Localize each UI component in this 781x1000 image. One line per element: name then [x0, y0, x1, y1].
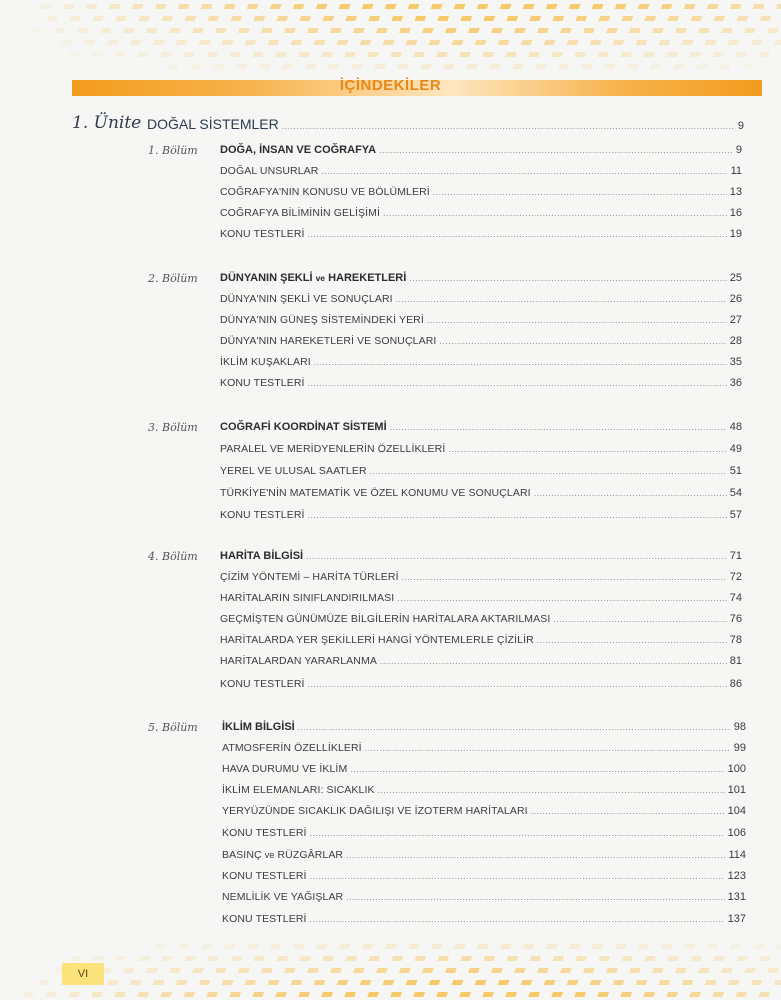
section-4-title: HARİTA BİLGİSİ [220, 550, 304, 562]
title-part: DÜNYANIN ŞEKLİ [220, 272, 316, 284]
page-number: VI [62, 963, 104, 985]
section-4-page: 71 [729, 550, 742, 562]
toc-item-title: KONU TESTLERİ [220, 228, 305, 240]
toc-item-page: 57 [729, 509, 742, 521]
section-2-page: 25 [729, 272, 742, 284]
toc-item[interactable] [220, 592, 742, 604]
toc-item-page: 49 [729, 443, 742, 455]
toc-item-page: 13 [729, 186, 742, 198]
leader-dots [282, 121, 735, 131]
toc-item-page: 28 [729, 335, 742, 347]
section-4-row[interactable] [220, 550, 742, 562]
toc-item[interactable] [222, 763, 746, 775]
section-5-label: 5. Bölüm [148, 721, 198, 734]
title-part: RÜZGÂRLAR [274, 849, 344, 861]
toc-item-page: 104 [727, 805, 746, 817]
toc-item-title: KONU TESTLERİ [220, 678, 305, 690]
toc-item-page: 99 [733, 742, 746, 754]
page-title: İÇİNDEKİLER [339, 77, 442, 94]
toc-item[interactable] [220, 314, 742, 326]
toc-item-title: GEÇMİŞTEN GÜNÜMÜZE BİLGİLERİN HARİTALARA AKTARILMASI [220, 613, 551, 625]
title-part: BASINÇ [222, 849, 265, 861]
section-2-label: 2. Bölüm [148, 272, 198, 285]
toc-item-page: 74 [729, 592, 742, 604]
toc-item-title: TÜRKİYE'NİN MATEMATİK VE ÖZEL KONUMU VE SONUÇLARI [220, 487, 531, 499]
toc-item[interactable] [220, 377, 742, 389]
toc-item-title: YERYÜZÜNDE SICAKLIK DAĞILIŞI VE İZOTERM HARİTALARI [222, 805, 528, 817]
toc-item[interactable] [222, 913, 746, 925]
toc-item[interactable] [222, 870, 746, 882]
section-3-page: 48 [729, 421, 742, 433]
toc-item[interactable] [220, 165, 742, 177]
toc-item[interactable] [220, 655, 742, 667]
section-1-row[interactable] [220, 144, 742, 156]
toc-item-title: ÇİZİM YÖNTEMİ – HARİTA TÜRLERİ [220, 571, 399, 583]
toc-item-title: KONU TESTLERİ [222, 827, 307, 839]
toc-item-title: KONU TESTLERİ [220, 377, 305, 389]
toc-item-page: 35 [729, 356, 742, 368]
toc-item-title: ATMOSFERİN ÖZELLİKLERİ [222, 742, 362, 754]
toc-item-page: 76 [729, 613, 742, 625]
toc-item-title: DÜNYA'NIN GÜNEŞ SİSTEMİNDEKİ YERİ [220, 314, 424, 326]
section-3-row[interactable] [220, 421, 742, 433]
toc-item-title: COĞRAFYA BİLİMİNİN GELİŞİMİ [220, 207, 381, 219]
toc-item[interactable] [220, 613, 742, 625]
toc-item-page: 27 [729, 314, 742, 326]
toc-item-page: 72 [729, 571, 742, 583]
toc-item-title: İKLİM KUŞAKLARI [220, 356, 311, 368]
toc-item-title: HAVA DURUMU VE İKLİM [222, 763, 348, 775]
toc-item[interactable] [222, 784, 746, 796]
toc-item[interactable] [220, 186, 742, 198]
toc-item[interactable] [220, 356, 742, 368]
toc-item-title: DOĞAL UNSURLAR [220, 165, 319, 177]
section-4-label: 4. Bölüm [148, 550, 198, 563]
toc-item-page: 19 [729, 228, 742, 240]
toc-item[interactable] [220, 465, 742, 477]
unit-title: DOĞAL SİSTEMLER [147, 116, 279, 132]
title-part: ve [264, 850, 275, 860]
unit-label: 1. Ünite [72, 113, 142, 133]
toc-item-title: HARİTALARDA YER ŞEKİLLERİ HANGİ YÖNTEMLERLE ÇİZİLİR [220, 634, 534, 646]
toc-item[interactable] [220, 293, 742, 305]
section-5-row[interactable] [222, 721, 746, 733]
toc-item[interactable] [220, 207, 742, 219]
toc-item[interactable] [220, 487, 742, 499]
toc-item-page: 11 [730, 165, 742, 177]
section-2-title [220, 272, 406, 284]
toc-item-page: 16 [729, 207, 742, 219]
section-1-title: DOĞA, İNSAN VE COĞRAFYA [220, 144, 377, 156]
toc-item-title: İKLİM ELEMANLARI: SICAKLIK [222, 784, 375, 796]
section-3-title: COĞRAFİ KOORDİNAT SİSTEMİ [220, 421, 387, 433]
toc-item-title: DÜNYA'NIN HAREKETLERİ VE SONUÇLARI [220, 335, 437, 347]
toc-item[interactable] [222, 891, 746, 903]
toc-item[interactable] [222, 805, 746, 817]
toc-item-page: 26 [729, 293, 742, 305]
toc-item-title: KONU TESTLERİ [222, 870, 307, 882]
toc-item-page: 114 [728, 849, 746, 861]
toc-item[interactable] [220, 509, 742, 521]
toc-item-title [222, 849, 343, 861]
toc-item[interactable] [222, 827, 746, 839]
toc-item[interactable] [220, 678, 742, 690]
toc-item[interactable] [222, 742, 746, 754]
unit-row[interactable] [147, 116, 744, 132]
section-2-row[interactable] [220, 272, 742, 284]
toc-item[interactable] [220, 634, 742, 646]
toc-item-page: 81 [729, 655, 742, 667]
section-1-label: 1. Bölüm [148, 144, 198, 157]
section-5-page: 98 [733, 721, 746, 733]
toc-item[interactable] [220, 571, 742, 583]
toc-item-title: HARİTALARIN SINIFLANDIRILMASI [220, 592, 395, 604]
toc-item-page: 78 [729, 634, 742, 646]
toc-item-page: 54 [729, 487, 742, 499]
toc-item-page: 123 [727, 870, 746, 882]
toc-item-title: NEMLİLİK VE YAĞIŞLAR [222, 891, 344, 903]
toc-item-title: PARALEL VE MERİDYENLERİN ÖZELLİKLERİ [220, 443, 446, 455]
unit-page: 9 [737, 120, 744, 132]
section-1-page: 9 [735, 144, 742, 156]
toc-item[interactable] [222, 849, 746, 861]
title-part: HAREKETLERİ [325, 272, 407, 284]
toc-item-title: DÜNYA'NIN ŞEKLİ VE SONUÇLARI [220, 293, 393, 305]
toc-item-title: COĞRAFYA'NIN KONUSU VE BÖLÜMLERİ [220, 186, 430, 198]
bottom-decoration [0, 940, 781, 1000]
toc-item[interactable] [220, 443, 742, 455]
toc-item-title: HARİTALARDAN YARARLANMA [220, 655, 377, 667]
toc-item[interactable] [220, 228, 742, 240]
toc-item-page: 86 [729, 678, 742, 690]
section-5-title: İKLİM BİLGİSİ [222, 721, 295, 733]
toc-item-title: YEREL VE ULUSAL SAATLER [220, 465, 367, 477]
toc-item-page: 36 [729, 377, 742, 389]
toc-item-page: 106 [727, 827, 746, 839]
toc-item[interactable] [220, 335, 742, 347]
toc-item-title: KONU TESTLERİ [220, 509, 305, 521]
toc-item-page: 100 [727, 763, 746, 775]
section-3-label: 3. Bölüm [148, 421, 198, 434]
toc-item-page: 51 [729, 465, 742, 477]
toc-item-page: 131 [727, 891, 746, 903]
title-part: ve [315, 273, 326, 283]
toc-item-page: 101 [727, 784, 746, 796]
toc-item-page: 137 [727, 913, 746, 925]
top-decoration [0, 0, 781, 80]
toc-item-title: KONU TESTLERİ [222, 913, 307, 925]
